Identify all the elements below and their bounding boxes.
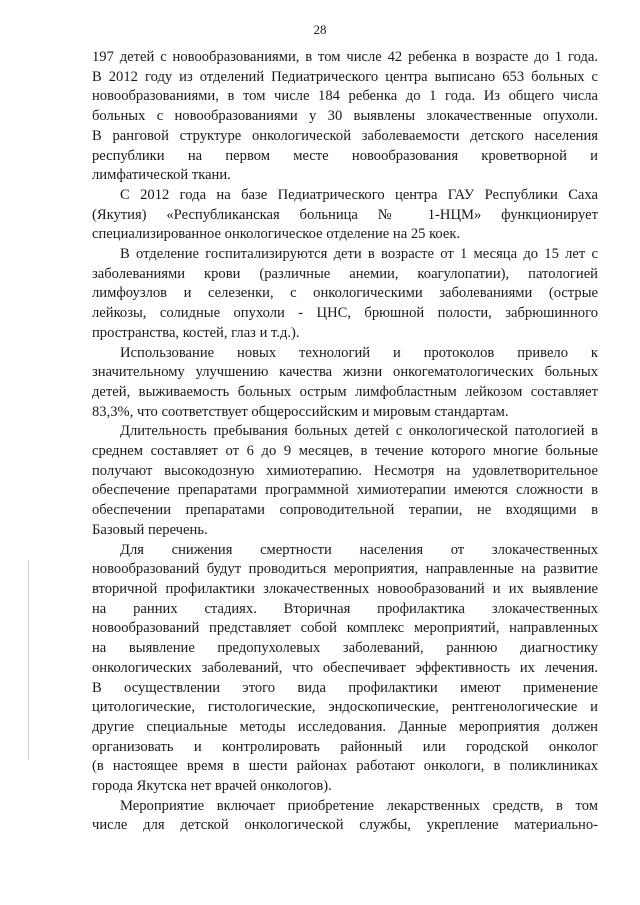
text-line: В осуществлении этого вида профилактики имеют применение: [92, 679, 598, 696]
text-line: на ранних стадиях. Вторичная профилактика злокачественных: [92, 600, 598, 617]
text-line: онкологических заболеваний, что обеспечивает эффективность их лечения.: [92, 659, 598, 676]
text-line: В отделение госпитализируются дети в возрасте от 1 месяца до 15 лет с: [120, 246, 598, 263]
text-line: новообразований будут проводиться мероприятия, направленные на развитие: [92, 561, 598, 578]
text-line: получают высокодозную химиотерапию. Несмотря на удовлетворительное: [92, 462, 598, 479]
text-line: (Якутия) «Республиканская больница № 1-НЦМ» функционирует: [92, 206, 598, 223]
text-line: больных с новообразованиями у 30 выявлены злокачественные опухоли.: [92, 108, 598, 125]
text-line: детей, выживаемость больных острым лимфобластным лейкозом составляет: [92, 383, 598, 400]
text-line: вторичной профилактики злокачественных новообразований и их выявление: [92, 580, 598, 597]
text-line: значительному улучшению качества жизни онкогематологических больных: [92, 364, 598, 381]
text-line: Использование новых технологий и протоколов привело к: [120, 344, 598, 361]
margin-mark: [28, 560, 29, 760]
text-line: Для снижения смертности населения от злокачественных: [120, 541, 598, 558]
text-line: 83,3%, что соответствует общероссийским и мировым стандартам.: [92, 403, 509, 420]
text-line: лимфоузлов и селезенки, с онкологическими заболеваниями (острые: [92, 285, 598, 302]
text-line: лейкозы, солидные опухоли - ЦНС, брюшной полости, забрюшинного: [92, 305, 598, 322]
text-line: обеспечение препаратами программной химиотерапии имеются сложности в: [92, 482, 598, 499]
text-line: новообразованиями, в том числе 184 ребенка до 1 года. Из общего числа: [92, 88, 598, 105]
text-line: Мероприятие включает приобретение лекарственных средств, в том: [120, 797, 598, 814]
text-line: заболеваниями крови (различные анемии, коагулопатии), патологией: [92, 265, 598, 282]
text-line: 197 детей с новообразованиями, в том числе 42 ребенка в возрасте до 1 года.: [92, 49, 598, 65]
paragraph: [92, 422, 598, 540]
text-line: Базовый перечень.: [92, 521, 208, 538]
text-line: другие специальные методы исследования. Данные мероприятия должен: [92, 718, 598, 735]
text-line: В ранговой структуре онкологической заболеваемости детского населения: [92, 127, 598, 144]
text-line: числе для детской онкологической службы, укрепление материально-: [92, 817, 598, 834]
text-line: новообразований представляет собой комплекс мероприятий, направленных: [92, 620, 598, 637]
text-line: города Якутска нет врачей онкологов).: [92, 778, 332, 795]
text-line: (в настоящее время в шести районах работают онкологи, в поликлиниках: [92, 758, 598, 775]
text-line: В 2012 году из отделений Педиатрического центра выписано 653 больных с: [92, 68, 598, 85]
paragraph: [92, 797, 598, 836]
paragraph: [92, 245, 598, 344]
text-line: пространства, костей, глаз и т.д.).: [92, 324, 300, 341]
text-line: лимфатической ткани.: [92, 167, 231, 184]
body-text: [92, 48, 598, 836]
paragraph: [92, 541, 598, 797]
paragraph: [92, 344, 598, 423]
text-line: обеспечении препаратами сопроводительной терапии, не входящими в: [92, 502, 598, 519]
text-line: среднем составляет от 6 до 9 месяцев, в течение которого многие больные: [92, 443, 598, 460]
text-line: специализированное онкологическое отделение на 25 коек.: [92, 226, 461, 243]
text-line: Длительность пребывания больных детей с онкологической патологией в: [120, 423, 598, 440]
text-line: на выявление предопухолевых заболеваний, раннюю диагностику: [92, 640, 598, 657]
text-line: С 2012 года на базе Педиатрического центра ГАУ Республики Саха: [120, 186, 598, 203]
text-line: цитологические, гистологические, эндоскопические, рентгенологические и: [92, 699, 598, 716]
text-line: республики на первом месте новообразования кроветворной и: [92, 147, 598, 164]
paragraph: [92, 48, 598, 186]
page-number: 28: [313, 22, 327, 37]
paragraph: [92, 186, 598, 245]
text-line: организовать и контролировать районный или городской онколог: [92, 738, 598, 755]
